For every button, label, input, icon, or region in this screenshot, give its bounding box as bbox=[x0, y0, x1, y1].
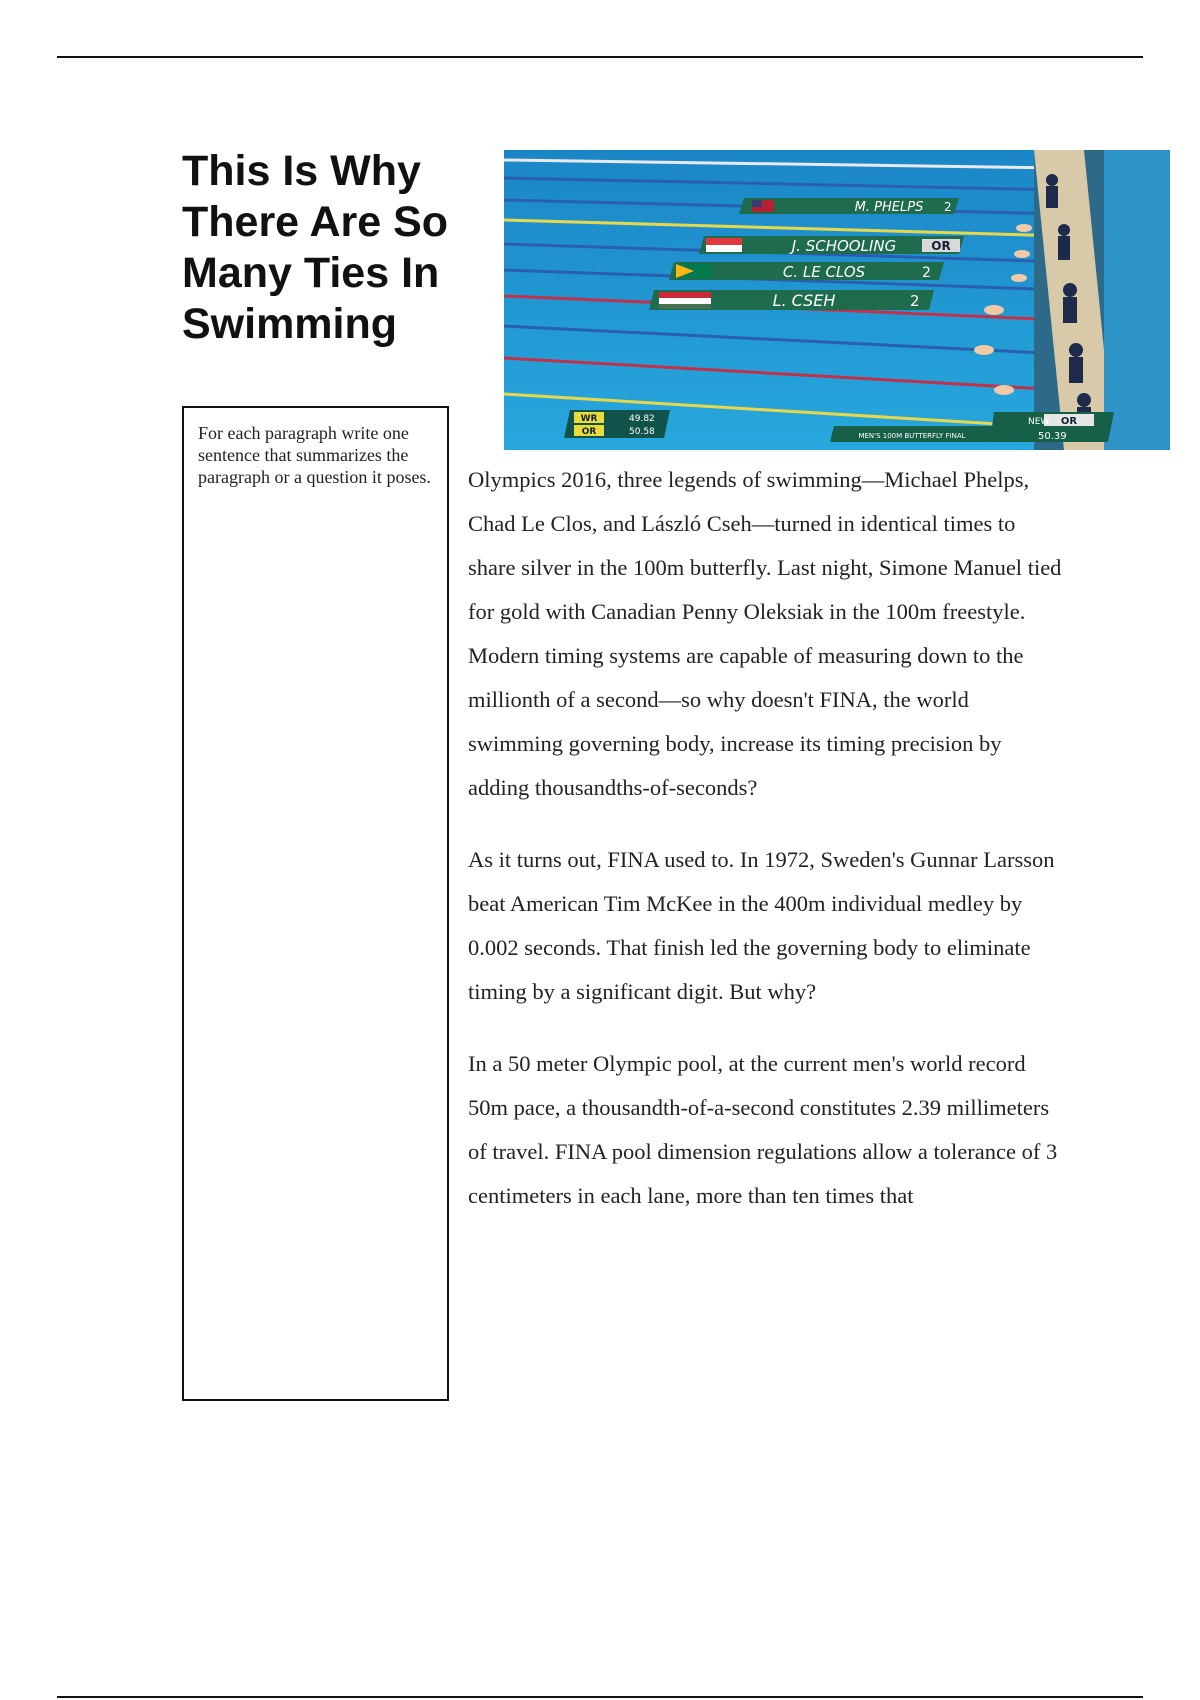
race-photo bbox=[504, 150, 1170, 450]
new-label: NEW bbox=[1028, 417, 1050, 427]
lane-name: J. SCHOOLING bbox=[791, 237, 897, 255]
result-banner bbox=[990, 412, 1114, 442]
lane-name: M. PHELPS bbox=[854, 200, 924, 215]
bottom-rule bbox=[57, 1696, 1143, 1698]
record-box bbox=[564, 410, 670, 438]
nameplate-schooling bbox=[699, 236, 964, 255]
or-label: OR bbox=[581, 427, 597, 437]
nameplate-cseh bbox=[649, 290, 934, 310]
notes-instruction: For each paragraph write one sentence that summarizes the paragraph or a question it poses. bbox=[198, 423, 431, 487]
page-title: This Is Why There Are So Many Ties In Swimming bbox=[182, 147, 449, 348]
wr-label: WR bbox=[580, 414, 598, 424]
nameplate-phelps bbox=[739, 198, 959, 215]
notes-box[interactable] bbox=[182, 406, 449, 1401]
paragraph-2: As it turns out, FINA used to. In 1972, Sweden's Gunnar Larsson beat American Tim McKee in the 400m individual medley by 0.002 seconds. That finish led the governing body to eliminate timing by a significant digit. But why? bbox=[468, 847, 1055, 1004]
lane-badge: 2 bbox=[910, 292, 920, 310]
new-or-label: OR bbox=[1060, 416, 1078, 427]
event-label: MEN'S 100M BUTTERFLY FINAL bbox=[858, 432, 966, 440]
nameplate-leclos bbox=[669, 262, 944, 281]
article-body bbox=[468, 458, 1068, 1246]
top-rule bbox=[57, 56, 1143, 58]
result-time: 50.39 bbox=[1038, 431, 1067, 442]
lane-badge: 2 bbox=[922, 265, 931, 281]
lane-badge: OR bbox=[931, 239, 951, 253]
lane-name: C. LE CLOS bbox=[782, 263, 866, 281]
paragraph-1: Olympics 2016, three legends of swimming—Michael Phelps, Chad Le Clos, and László Cseh—turned in identical times to share silver in the 100m butterfly. Last night, Simone Manuel tied for gold with Canadian Penny Oleksiak in the 100m freestyle. Modern timing systems are capable of measuring down to the millionth of a second—so why doesn't FINA, the world swimming governing body, increase its timing precision by adding thousandths-of-seconds? bbox=[468, 467, 1062, 800]
lane-name: L. CSEH bbox=[772, 291, 836, 310]
lane-badge: 2 bbox=[944, 200, 952, 214]
or-time: 50.58 bbox=[629, 427, 655, 437]
event-banner bbox=[830, 426, 994, 442]
paragraph-3: In a 50 meter Olympic pool, at the current men's world record 50m pace, a thousandth-of-a-second constitutes 2.39 millimeters of travel. FINA pool dimension regulations allow a tolerance of 3 centimeters in each lane, more than ten times that bbox=[468, 1051, 1058, 1208]
wr-time: 49.82 bbox=[629, 414, 655, 424]
